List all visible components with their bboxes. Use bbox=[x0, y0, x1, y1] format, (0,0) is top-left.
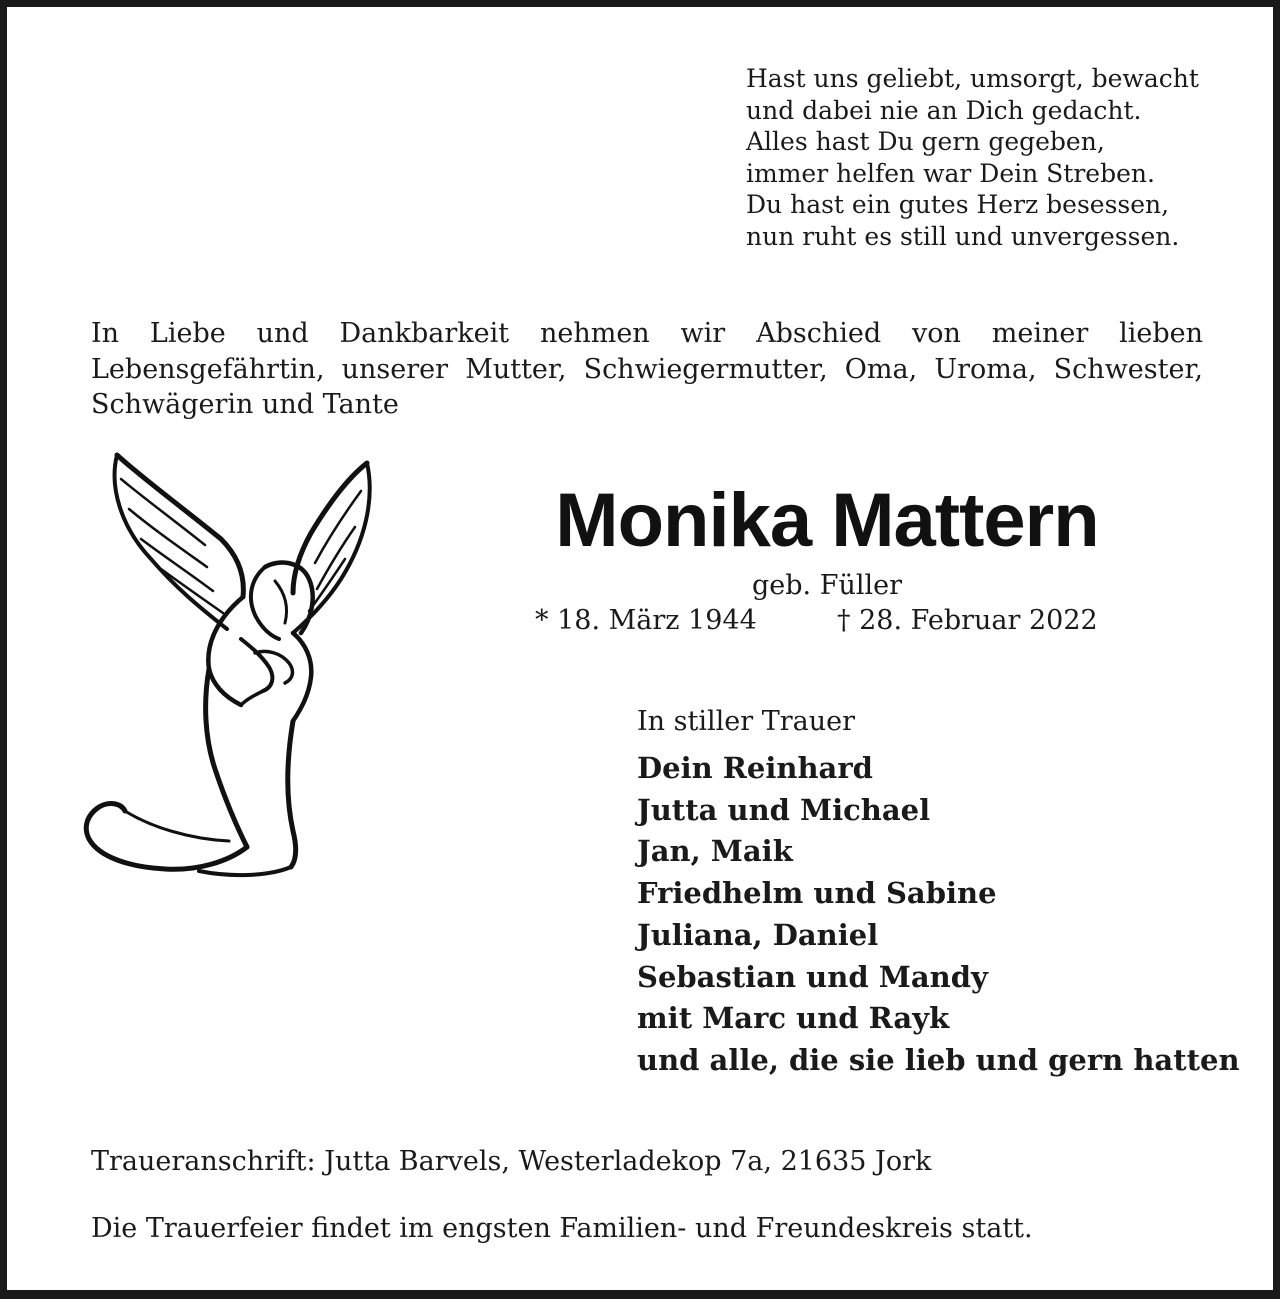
mourner-name: Dein Reinhard bbox=[637, 751, 873, 785]
poem-line: Du hast ein gutes Herz besessen, bbox=[746, 190, 1170, 219]
poem-line: Hast uns geliebt, umsorgt, bewacht bbox=[746, 64, 1199, 93]
poem bbox=[746, 63, 1226, 252]
mourner-name: Jutta und Michael bbox=[637, 792, 931, 827]
mourners-list bbox=[637, 748, 1240, 1082]
mourner-name: mit Marc und Rayk bbox=[637, 1001, 950, 1036]
mourner-name: und alle, die sie lieb und gern hatten bbox=[637, 1042, 1240, 1077]
mourner-name: Jan, Maik bbox=[637, 834, 793, 869]
deceased-name: Monika Mattern bbox=[555, 478, 1099, 563]
farewell-intro: In Liebe und Dankbarkeit nehmen wir Abschied von meiner lieben Lebensgefährtin, unserer Mutter, Schwiegermutter, Oma, Uroma, Schwester, Schwägerin und Tante bbox=[91, 318, 1203, 420]
death-date: † 28. Februar 2022 bbox=[837, 605, 1098, 636]
poem-line: und dabei nie an Dich gedacht. bbox=[746, 95, 1142, 125]
mourner-name: Friedhelm und Sabine bbox=[637, 876, 997, 911]
poem-line: immer helfen war Dein Streben. bbox=[746, 158, 1155, 188]
mourner-name: Sebastian und Mandy bbox=[637, 959, 988, 994]
birth-date: * 18. März 1944 bbox=[535, 605, 757, 636]
praying-angel-icon bbox=[79, 447, 389, 887]
mourners-heading: In stiller Trauer bbox=[637, 706, 856, 737]
poem-line: nun ruht es still und unvergessen. bbox=[746, 221, 1180, 251]
maiden-name: geb. Füller bbox=[752, 570, 902, 601]
mourning-address: Traueranschrift: Jutta Barvels, Westerladekop 7a, 21635 Jork bbox=[91, 1146, 932, 1177]
funeral-note: Die Trauerfeier findet im engsten Familien- und Freundeskreis statt. bbox=[91, 1213, 1033, 1244]
mourner-name: Juliana, Daniel bbox=[637, 917, 879, 952]
poem-line: Alles hast Du gern gegeben, bbox=[746, 127, 1105, 156]
